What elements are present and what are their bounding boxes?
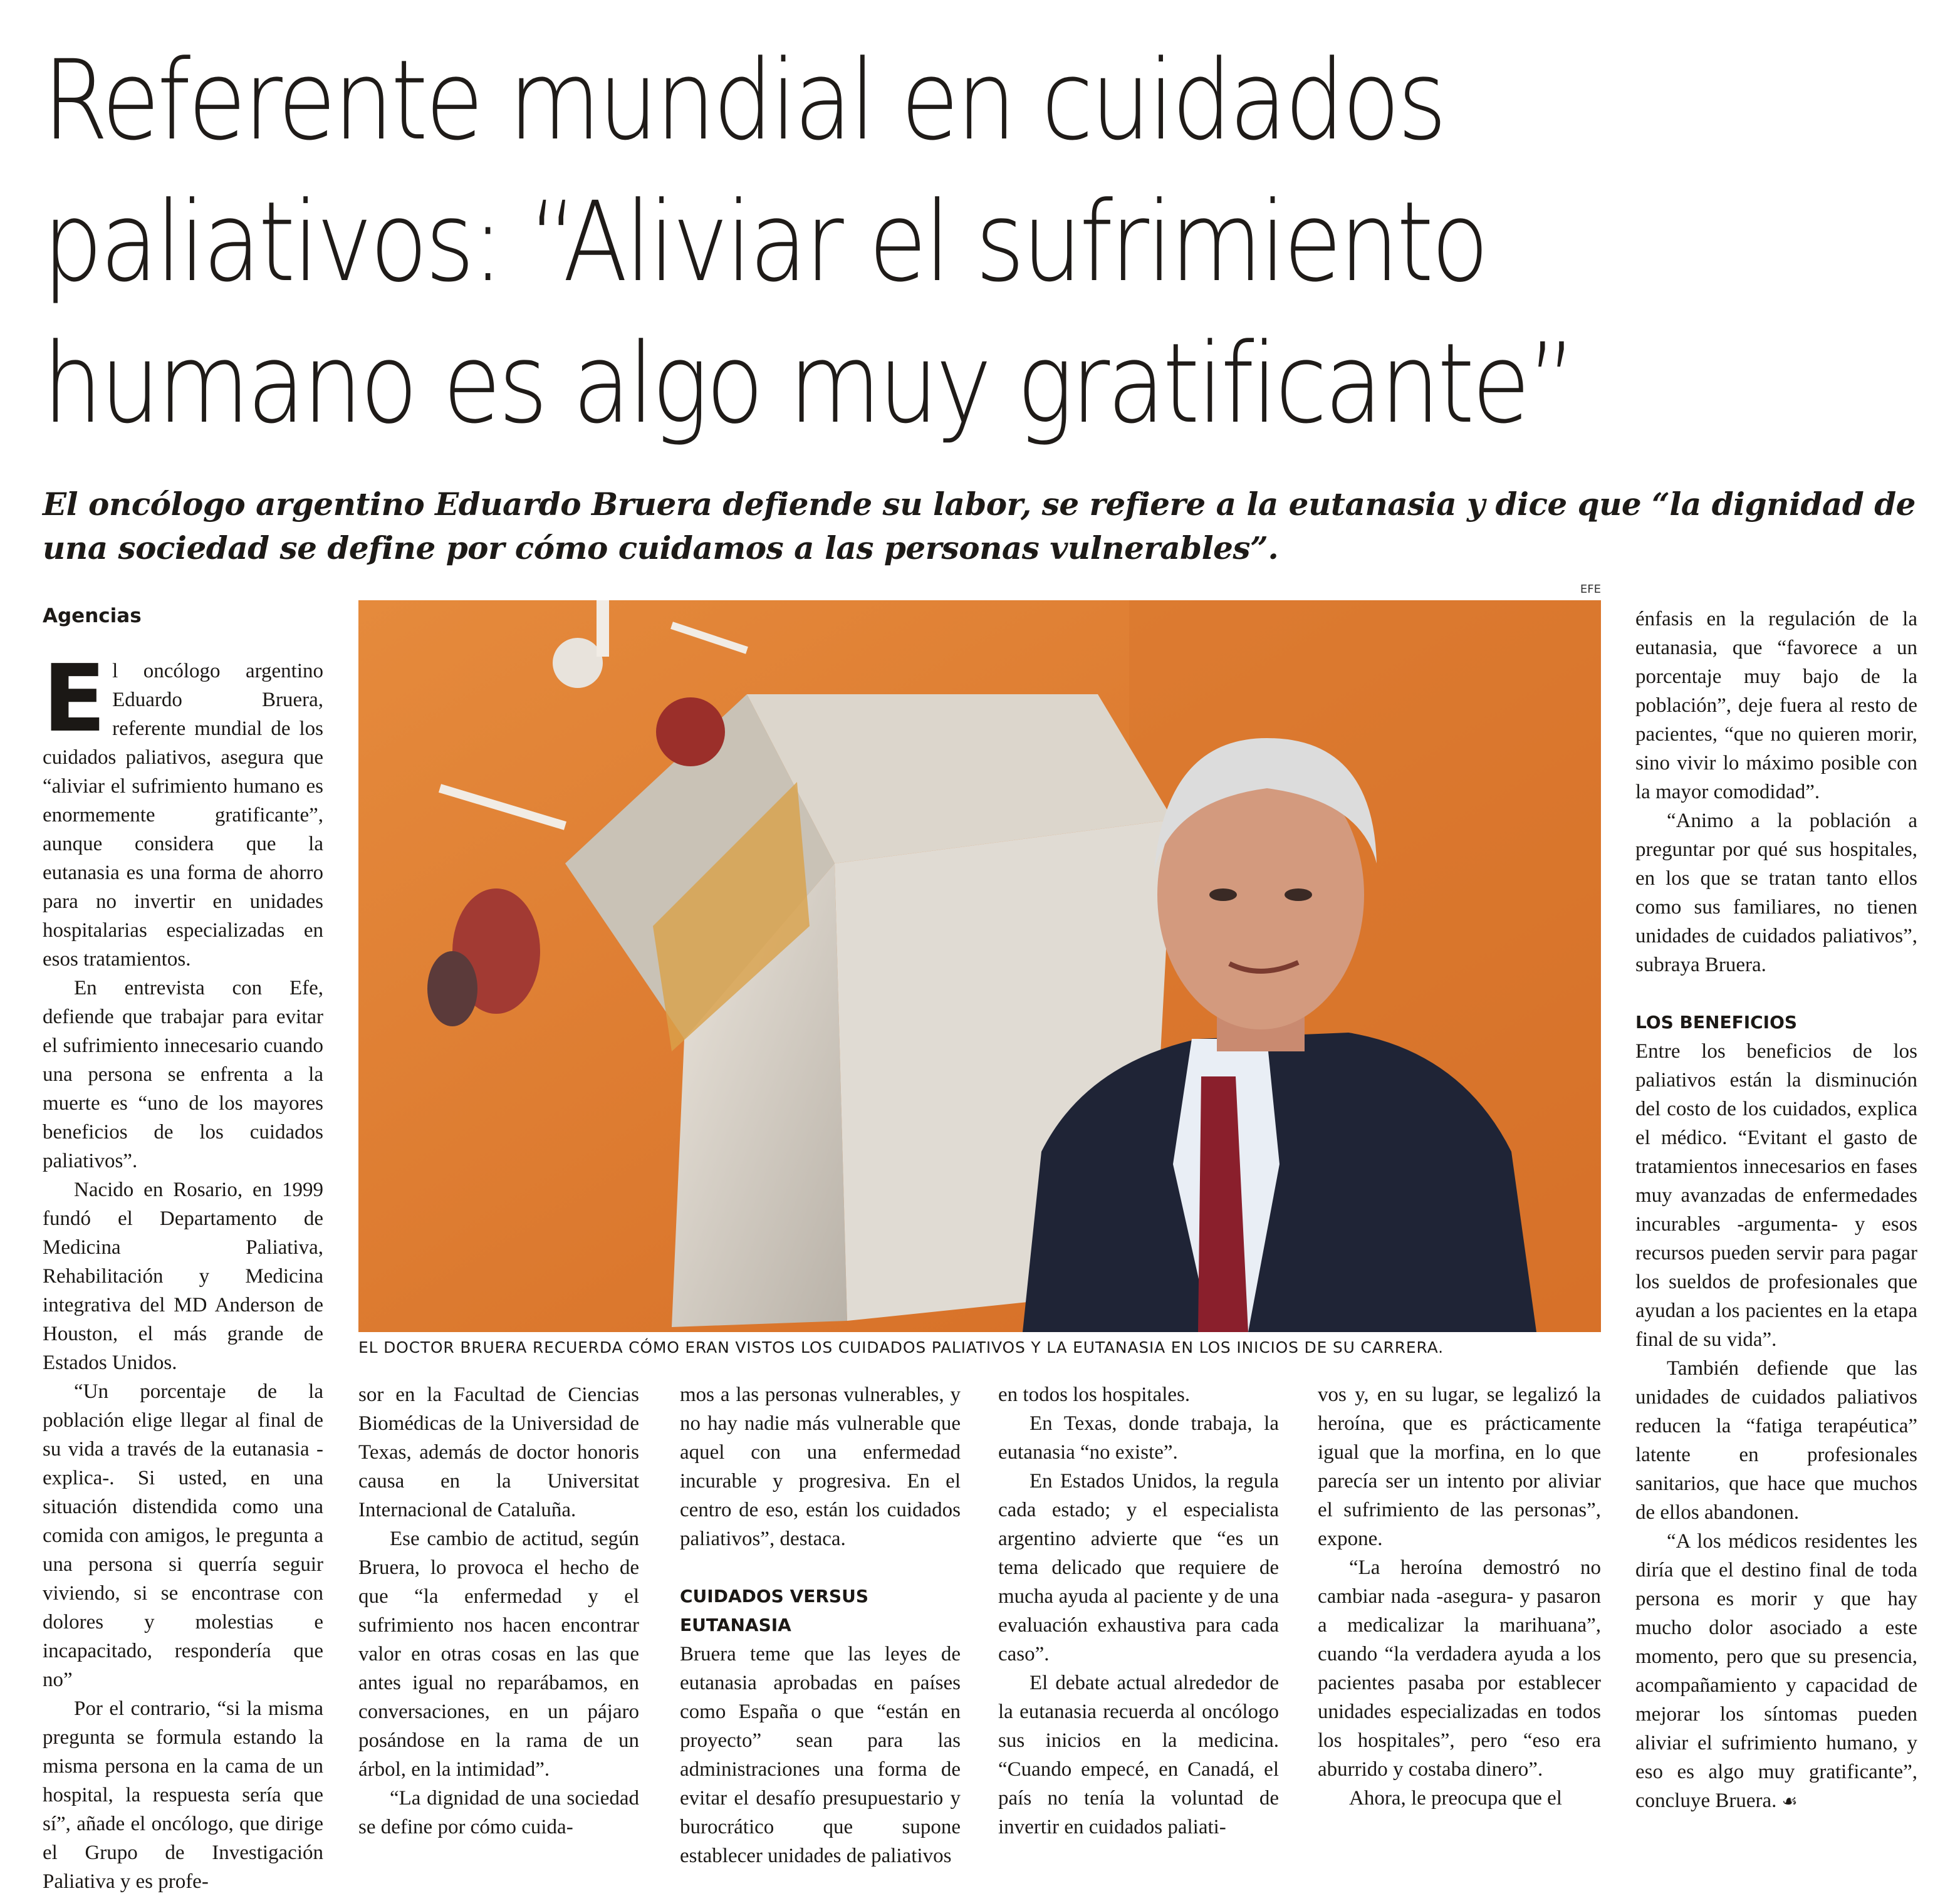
drop-cap: E bbox=[43, 645, 107, 753]
article-column-4 bbox=[998, 1380, 1279, 1847]
byline: Agencias bbox=[43, 605, 142, 627]
article-paragraph: Entre los beneficios de los paliativos están la disminución del costo de los cuidados, explica el médico. “Evitant el gasto de tratamientos innecesarios en fases muy avanzadas de enfermedades incurables -argumenta- y esos recursos pueden servir para pagar los sueldos de profesionales que ayudan a los pacientes en la etapa final de su vida”. bbox=[1635, 1040, 1917, 1351]
section-heading: CUIDADOS VERSUS EUTANASIA bbox=[680, 1586, 868, 1635]
article-paragraph: “Animo a la población a preguntar por qué sus hospitales, en los que se tratan tanto ellos como sus familiares, no tienen unidades de cuidados paliativos”, subraya Bruera. bbox=[1635, 810, 1917, 976]
end-mark-icon: ☙ bbox=[1781, 1791, 1798, 1811]
article-paragraph: Ahora, le preocupa que el bbox=[1349, 1787, 1562, 1810]
section-heading: LOS BENEFICIOS bbox=[1635, 1012, 1798, 1033]
article-paragraph: En Texas, donde trabaja, la eutanasia “no existe”. bbox=[998, 1412, 1279, 1464]
article-paragraph: En entrevista con Efe, defiende que trabajar para evitar el sufrimiento innecesario cuando una persona se enfrenta a la muerte es “uno de los mayores beneficios de los cuidados paliativos”. bbox=[43, 977, 323, 1172]
portrait-illustration bbox=[358, 600, 1601, 1332]
paragraph-text: l oncólogo argentino Eduardo Bruera, referente mundial de los cuidados paliativos, asegura que “aliviar el sufrimiento humano es enormemente gratificante”, aunque considera que la eutanasia es una forma de ahorro para no invertir en unidades hospitalarias especializadas en esos tratamientos. bbox=[43, 660, 323, 971]
article-paragraph: “La heroína demostró no cambiar nada -asegura- y pasaron a medicalizar la marihuana”, cuando “la verdadera ayuda a los pacientes pasaba por establecer unidades especializadas en todos los hospitales”, pero “eso era aburrido y costaba dinero”. bbox=[1318, 1556, 1601, 1781]
article-column-5 bbox=[1318, 1380, 1601, 1847]
subheadline: El oncólogo argentino Eduardo Bruera defiende su labor, se refiere a la eutanasia y dice que “la dignidad de una sociedad se define por cómo cuidamos a las personas vulnerables”. bbox=[43, 486, 1916, 566]
article-paragraph bbox=[43, 645, 323, 974]
article-paragraph: También defiende que las unidades de cuidados paliativos reducen la “fatiga terapéutica” latente en profesionales sanitarios, que hace que muchos de ellos abandonen. bbox=[1635, 1357, 1917, 1524]
photo-caption: EL DOCTOR BRUERA RECUERDA CÓMO ERAN VISTOS LOS CUIDADOS PALIATIVOS Y LA EUTANASIA EN LOS INICIOS DE SU CARRERA. bbox=[358, 1338, 1444, 1357]
article-column-6 bbox=[1635, 605, 1917, 1847]
article-paragraph: En Estados Unidos, la regula cada estado; y el especialista argentino advierte que “es un tema delicado que requiere de mucha ayuda al paciente y de una evaluación exhaustiva para cada caso”. bbox=[998, 1470, 1279, 1665]
paragraph-text: “A los médicos residentes les diría que el destino final de toda persona es morir y que hay mucho dolor asociado a este momento, pero que su presencia, acompañamiento y capacidad de mejorar los síntomas pueden aliviar el sufrimiento humano, y eso es algo muy gratificante”, concluye Bruera. bbox=[1635, 1530, 1917, 1812]
article-paragraph: El debate actual alrededor de la eutanasia recuerda al oncólogo sus inicios en la medicina. “Cuando empecé, en Canadá, el país no tenía la voluntad de invertir en cuidados paliati- bbox=[998, 1672, 1279, 1838]
photo-credit: EFE bbox=[1580, 583, 1601, 596]
article-paragraph: sor en la Facultad de Ciencias Biomédicas de la Universidad de Texas, además de doctor honoris causa en la Universitat Internacional de Cataluña. bbox=[358, 1383, 639, 1521]
headline-line-2: paliativos: “Aliviar el sufrimiento bbox=[43, 178, 1487, 306]
article-paragraph: Nacido en Rosario, en 1999 fundó el Departamento de Medicina Paliativa, Rehabilitación y Medicina integrativa del MD Anderson de Houston, el más grande de Estados Unidos. bbox=[43, 1179, 323, 1374]
article-paragraph: vos y, en su lugar, se legalizó la heroína, que es prácticamente igual que la morfina, en lo que parecía ser un intento por aliviar el sufrimiento de las personas”, expone. bbox=[1318, 1383, 1601, 1550]
article-column-3 bbox=[680, 1380, 961, 1867]
headline-line-1: Referente mundial en cuidados bbox=[43, 36, 1444, 165]
article-column-1 bbox=[43, 645, 323, 1893]
article-paragraph: Ese cambio de actitud, según Bruera, lo provoca el hecho de que “la enfermedad y el sufrimiento nos hacen encontrar valor en otras cosas en las que antes igual no reparábamos, en conversaciones, en un pájaro posándose en la rama de un árbol, en la intimidad”. bbox=[358, 1528, 639, 1781]
headline bbox=[43, 30, 1659, 455]
article-photo bbox=[358, 600, 1601, 1332]
headline-line-3: humano es algo muy gratificante” bbox=[43, 320, 1574, 448]
article-paragraph: en todos los hospitales. bbox=[998, 1383, 1191, 1406]
article-column-2 bbox=[358, 1380, 639, 1847]
article-paragraph: “Un porcentaje de la población elige llegar al final de su vida a través de la eutanasia -explica-. Si usted, en una situación distendida como una comida con amigos, le pregunta a una persona si querría seguir viviendo, si se encontrase con dolores y molestias e incapacitado, respondería que no” bbox=[43, 1380, 323, 1691]
article-paragraph: “La dignidad de una sociedad se define por cómo cuida- bbox=[358, 1787, 639, 1838]
article-paragraph bbox=[1635, 1527, 1917, 1816]
article-paragraph: Bruera teme que las leyes de eutanasia aprobadas en países como España o que “están en proyecto” sean para las administraciones una forma de evitar el desafío presupuestario y burocrático que supone establecer unidades de paliativos bbox=[680, 1643, 961, 1867]
article-paragraph: énfasis en la regulación de la eutanasia, que “favorece a un porcentaje muy bajo de la población”, deje fuera al resto de pacientes, “que no quieren morir, sino vivir lo máximo posible con la mayor comodidad”. bbox=[1635, 608, 1917, 803]
article-paragraph: Por el contrario, “si la misma pregunta se formula estando la misma persona en la cama de un hospital, la respuesta sería que sí”, añade el oncólogo, que dirige el Grupo de Investigación Paliativa y es profe- bbox=[43, 1697, 323, 1893]
article-paragraph: mos a las personas vulnerables, y no hay nadie más vulnerable que aquel con una enfermedad incurable y progresiva. En el centro de eso, están los cuidados paliativos”, destaca. bbox=[680, 1383, 961, 1550]
